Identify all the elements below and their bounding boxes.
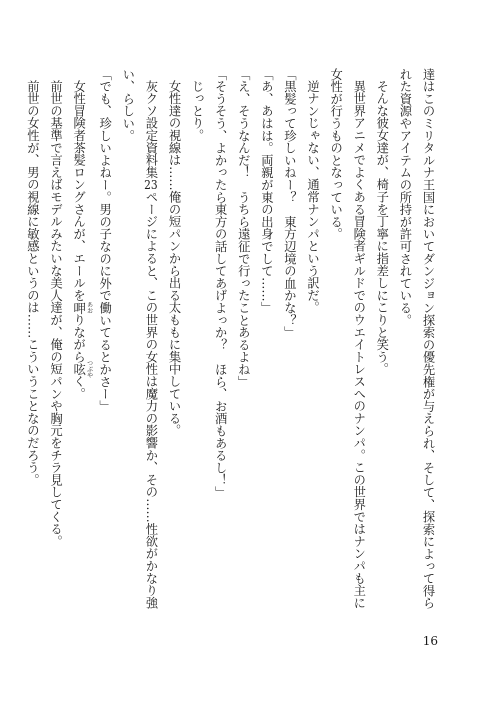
dialogue-column: 「黒髪って珍しいねー？ 東方辺境の血かな？」 — [282, 68, 297, 339]
ruby-text: あお — [85, 301, 93, 315]
text-segment: 灰クソ設定資料集 — [143, 80, 158, 179]
dialogue-column: 「あ、あはは。両親が東の出身でして……」 — [259, 68, 274, 314]
text-column: 女性達の視線は……俺の短パンから出る太ももに集中している。 — [166, 80, 181, 437]
ruby-base: 呷 — [71, 301, 86, 315]
ruby-annotation — [71, 301, 93, 315]
dialogue-column: 「そうそう、よかったら東方の話してあげよっか？ ほら、お酒もあるし！」 — [213, 68, 228, 499]
text-column: 逆ナンじゃない、通常ナンパという訳だ。 — [305, 80, 320, 314]
text-segment: く。 — [71, 375, 86, 401]
text-segment: りながら — [71, 314, 86, 364]
text-column: 異世界アニメでよくある冒険者ギルドでのウエイトレスへのナンパ。この世界ではナンパも主に — [351, 80, 366, 610]
body-text — [20, 68, 439, 628]
text-column: じっとり。 — [190, 80, 205, 142]
dialogue-column: 「でも、珍しいよねー。男の子なのに外で働いてるとかさー」 — [97, 68, 112, 413]
dialogue-column: 「え、そうなんだ！ うちら遠征で行ったことあるよね」 — [236, 68, 251, 388]
text-segment: ページによると、この世界の女性は魔力の影響か、その……性欲がかなり強 — [143, 191, 158, 610]
text-column: 女性が行うものとなっている。 — [328, 68, 343, 241]
text-segment: 女性冒険者茶髪ロングさんが、エールを — [71, 80, 86, 302]
upright-number: 23 — [144, 178, 158, 191]
text-column — [67, 68, 93, 628]
text-column: れた資源やアイテムの所持が許可されている。 — [397, 68, 412, 327]
ruby-base: 呟 — [71, 360, 86, 379]
text-column: い、らしい。 — [120, 68, 135, 142]
text-column: 達はこのミリタルナ王国においてダンジョン探索の優先権が与えられ、そして、探索によって得ら — [421, 68, 435, 610]
text-column: そんな彼女達が、椅子を丁寧に指差しにこりと笑う。 — [374, 80, 389, 376]
text-column — [139, 68, 162, 628]
ruby-text: つぶや — [85, 360, 93, 379]
text-column: 前世の基準で言えばモデルみたいな美人達が、俺の短パンや胸元をチラ見してくる。 — [48, 80, 63, 548]
ruby-annotation — [71, 360, 93, 379]
page-number: 16 — [422, 634, 438, 648]
text-column: 前世の女性が、男の視線に敏感というのは……こういうことなのだろう。 — [25, 80, 40, 487]
